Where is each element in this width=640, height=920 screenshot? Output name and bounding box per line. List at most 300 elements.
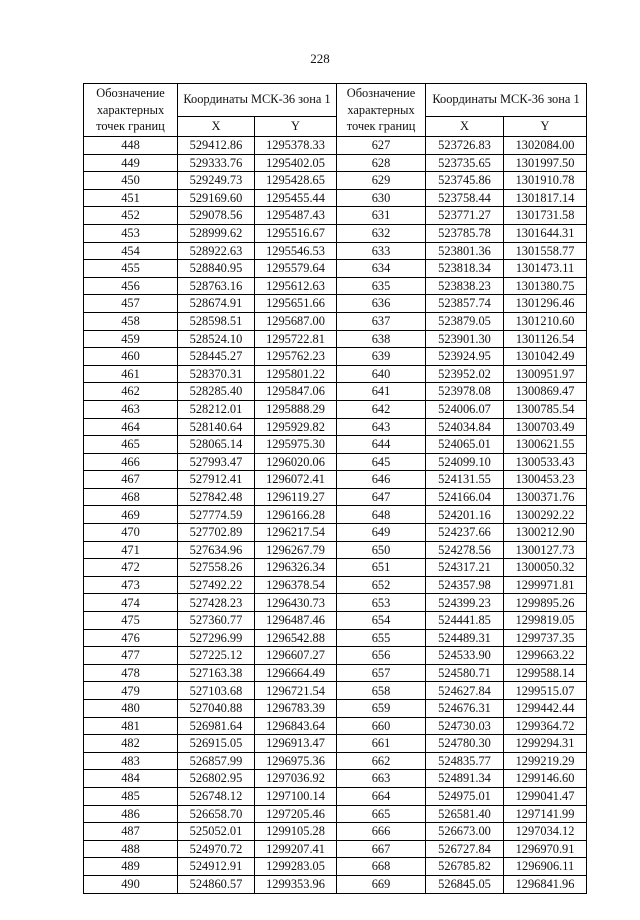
point-id-left: 473 <box>84 576 178 594</box>
y-right: 1299219.29 <box>504 752 587 770</box>
x-left: 527360.77 <box>178 612 255 630</box>
table-row <box>84 172 587 190</box>
x-right: 524131.55 <box>426 471 504 489</box>
x-right: 523879.05 <box>426 312 504 330</box>
point-id-right: 628 <box>337 154 426 172</box>
x-left: 528370.31 <box>178 365 255 383</box>
table-row <box>84 875 587 893</box>
table-row <box>84 365 587 383</box>
y-left: 1295546.53 <box>255 242 337 260</box>
table-row <box>84 559 587 577</box>
x-right: 524489.31 <box>426 629 504 647</box>
y-left: 1296913.47 <box>255 735 337 753</box>
point-id-right: 644 <box>337 436 426 454</box>
point-id-left: 450 <box>84 172 178 190</box>
table-row <box>84 207 587 225</box>
x-left: 528763.16 <box>178 277 255 295</box>
y-left: 1295428.65 <box>255 172 337 190</box>
y-left: 1295888.29 <box>255 400 337 418</box>
point-id-left: 448 <box>84 137 178 155</box>
y-right: 1300951.97 <box>504 365 587 383</box>
point-id-left: 449 <box>84 154 178 172</box>
y-left: 1295612.63 <box>255 277 337 295</box>
y-right: 1296906.11 <box>504 858 587 876</box>
point-id-right: 645 <box>337 453 426 471</box>
y-right: 1301210.60 <box>504 312 587 330</box>
x-right: 523924.95 <box>426 348 504 366</box>
x-left: 524912.91 <box>178 858 255 876</box>
point-id-right: 656 <box>337 647 426 665</box>
x-left: 528524.10 <box>178 330 255 348</box>
x-right: 526581.40 <box>426 805 504 823</box>
table-row <box>84 682 587 700</box>
y-left: 1295378.33 <box>255 137 337 155</box>
point-id-left: 488 <box>84 840 178 858</box>
point-id-right: 658 <box>337 682 426 700</box>
point-id-right: 638 <box>337 330 426 348</box>
y-right: 1301817.14 <box>504 189 587 207</box>
point-id-left: 468 <box>84 488 178 506</box>
table-row <box>84 348 587 366</box>
x-left: 528922.63 <box>178 242 255 260</box>
point-id-left: 469 <box>84 506 178 524</box>
point-id-left: 460 <box>84 348 178 366</box>
x-right: 524201.16 <box>426 506 504 524</box>
x-right: 523801.36 <box>426 242 504 260</box>
point-id-left: 467 <box>84 471 178 489</box>
y-right: 1300703.49 <box>504 418 587 436</box>
x-left: 527993.47 <box>178 453 255 471</box>
header-x-left: X <box>178 117 255 137</box>
y-right: 1302084.00 <box>504 137 587 155</box>
x-left: 527163.38 <box>178 664 255 682</box>
point-id-left: 472 <box>84 559 178 577</box>
table-row <box>84 647 587 665</box>
table-row <box>84 224 587 242</box>
table-row <box>84 383 587 401</box>
y-left: 1296783.39 <box>255 700 337 718</box>
x-right: 524065.01 <box>426 436 504 454</box>
x-left: 526981.64 <box>178 717 255 735</box>
table-row <box>84 805 587 823</box>
table-row <box>84 453 587 471</box>
y-right: 1299663.22 <box>504 647 587 665</box>
point-id-right: 646 <box>337 471 426 489</box>
x-left: 529249.73 <box>178 172 255 190</box>
point-id-right: 664 <box>337 787 426 805</box>
y-right: 1300453.23 <box>504 471 587 489</box>
y-left: 1295801.22 <box>255 365 337 383</box>
y-left: 1296119.27 <box>255 488 337 506</box>
point-id-left: 466 <box>84 453 178 471</box>
table-row <box>84 154 587 172</box>
x-left: 527634.96 <box>178 541 255 559</box>
x-left: 527558.26 <box>178 559 255 577</box>
x-right: 524780.30 <box>426 735 504 753</box>
point-id-left: 479 <box>84 682 178 700</box>
table-row <box>84 752 587 770</box>
point-id-left: 457 <box>84 295 178 313</box>
x-right: 523785.78 <box>426 224 504 242</box>
y-left: 1296430.73 <box>255 594 337 612</box>
x-left: 528140.64 <box>178 418 255 436</box>
point-id-right: 661 <box>337 735 426 753</box>
y-right: 1301997.50 <box>504 154 587 172</box>
point-id-left: 483 <box>84 752 178 770</box>
table-row <box>84 295 587 313</box>
table-row <box>84 277 587 295</box>
point-id-right: 649 <box>337 524 426 542</box>
point-id-right: 666 <box>337 823 426 841</box>
y-left: 1296607.27 <box>255 647 337 665</box>
table-row <box>84 770 587 788</box>
y-right: 1301558.77 <box>504 242 587 260</box>
y-left: 1296267.79 <box>255 541 337 559</box>
point-id-left: 456 <box>84 277 178 295</box>
point-id-right: 653 <box>337 594 426 612</box>
table-row <box>84 488 587 506</box>
point-id-left: 490 <box>84 875 178 893</box>
point-id-right: 668 <box>337 858 426 876</box>
y-left: 1296326.34 <box>255 559 337 577</box>
x-left: 529412.86 <box>178 137 255 155</box>
point-id-left: 485 <box>84 787 178 805</box>
point-id-left: 481 <box>84 717 178 735</box>
x-right: 524006.07 <box>426 400 504 418</box>
table-row <box>84 612 587 630</box>
x-right: 524034.84 <box>426 418 504 436</box>
x-left: 528674.91 <box>178 295 255 313</box>
x-right: 526673.00 <box>426 823 504 841</box>
x-right: 523838.23 <box>426 277 504 295</box>
y-right: 1299515.07 <box>504 682 587 700</box>
header-y-left: Y <box>255 117 337 137</box>
x-left: 527296.99 <box>178 629 255 647</box>
x-left: 526748.12 <box>178 787 255 805</box>
point-id-right: 635 <box>337 277 426 295</box>
x-right: 523978.08 <box>426 383 504 401</box>
x-left: 527103.68 <box>178 682 255 700</box>
y-left: 1295722.81 <box>255 330 337 348</box>
x-right: 524975.01 <box>426 787 504 805</box>
table-row <box>84 594 587 612</box>
point-id-right: 629 <box>337 172 426 190</box>
point-id-right: 627 <box>337 137 426 155</box>
table-row <box>84 735 587 753</box>
point-id-left: 486 <box>84 805 178 823</box>
point-id-right: 669 <box>337 875 426 893</box>
x-right: 524441.85 <box>426 612 504 630</box>
y-right: 1301296.46 <box>504 295 587 313</box>
y-right: 1299364.72 <box>504 717 587 735</box>
header-designation-right: Обозначение характерных точек границ <box>337 84 426 137</box>
header-y-right: Y <box>504 117 587 137</box>
header-coordinates-right: Координаты МСК-36 зона 1 <box>426 84 587 117</box>
x-left: 527040.88 <box>178 700 255 718</box>
y-right: 1299294.31 <box>504 735 587 753</box>
point-id-left: 458 <box>84 312 178 330</box>
point-id-right: 639 <box>337 348 426 366</box>
point-id-left: 451 <box>84 189 178 207</box>
y-right: 1300533.43 <box>504 453 587 471</box>
x-left: 526857.99 <box>178 752 255 770</box>
y-right: 1301731.58 <box>504 207 587 225</box>
table-row <box>84 330 587 348</box>
point-id-right: 650 <box>337 541 426 559</box>
y-left: 1296020.06 <box>255 453 337 471</box>
x-right: 526785.82 <box>426 858 504 876</box>
table-row <box>84 506 587 524</box>
y-right: 1299737.35 <box>504 629 587 647</box>
x-left: 527774.59 <box>178 506 255 524</box>
y-left: 1297036.92 <box>255 770 337 788</box>
y-left: 1297100.14 <box>255 787 337 805</box>
x-left: 526915.05 <box>178 735 255 753</box>
x-right: 524891.34 <box>426 770 504 788</box>
point-id-right: 641 <box>337 383 426 401</box>
point-id-right: 634 <box>337 260 426 278</box>
x-left: 524860.57 <box>178 875 255 893</box>
y-right: 1300869.47 <box>504 383 587 401</box>
x-right: 526727.84 <box>426 840 504 858</box>
x-right: 523771.27 <box>426 207 504 225</box>
table-row <box>84 717 587 735</box>
y-left: 1295762.23 <box>255 348 337 366</box>
point-id-right: 630 <box>337 189 426 207</box>
x-left: 529333.76 <box>178 154 255 172</box>
x-right: 524278.56 <box>426 541 504 559</box>
point-id-right: 663 <box>337 770 426 788</box>
x-right: 523857.74 <box>426 295 504 313</box>
point-id-left: 465 <box>84 436 178 454</box>
y-right: 1299588.14 <box>504 664 587 682</box>
y-left: 1296542.88 <box>255 629 337 647</box>
table-row <box>84 312 587 330</box>
table-row <box>84 541 587 559</box>
y-left: 1296487.46 <box>255 612 337 630</box>
y-right: 1301380.75 <box>504 277 587 295</box>
table-row <box>84 700 587 718</box>
y-left: 1296721.54 <box>255 682 337 700</box>
x-left: 527702.89 <box>178 524 255 542</box>
x-left: 527492.22 <box>178 576 255 594</box>
table-row <box>84 471 587 489</box>
point-id-left: 454 <box>84 242 178 260</box>
y-right: 1297034.12 <box>504 823 587 841</box>
y-right: 1296841.96 <box>504 875 587 893</box>
x-left: 527842.48 <box>178 488 255 506</box>
point-id-right: 659 <box>337 700 426 718</box>
y-right: 1301042.49 <box>504 348 587 366</box>
point-id-right: 648 <box>337 506 426 524</box>
x-left: 529078.56 <box>178 207 255 225</box>
x-right: 524627.84 <box>426 682 504 700</box>
y-left: 1295929.82 <box>255 418 337 436</box>
x-right: 524099.10 <box>426 453 504 471</box>
x-left: 528065.14 <box>178 436 255 454</box>
point-id-left: 471 <box>84 541 178 559</box>
point-id-left: 463 <box>84 400 178 418</box>
table-row <box>84 787 587 805</box>
table-row <box>84 242 587 260</box>
y-right: 1300050.32 <box>504 559 587 577</box>
x-right: 524357.98 <box>426 576 504 594</box>
table-row <box>84 137 587 155</box>
table-row <box>84 260 587 278</box>
point-id-left: 455 <box>84 260 178 278</box>
point-id-left: 470 <box>84 524 178 542</box>
x-left: 528999.62 <box>178 224 255 242</box>
x-right: 524399.23 <box>426 594 504 612</box>
point-id-right: 631 <box>337 207 426 225</box>
x-right: 526845.05 <box>426 875 504 893</box>
y-right: 1300621.55 <box>504 436 587 454</box>
table-row <box>84 576 587 594</box>
header-coordinates-left: Координаты МСК-36 зона 1 <box>178 84 337 117</box>
x-right: 524676.31 <box>426 700 504 718</box>
y-left: 1296217.54 <box>255 524 337 542</box>
y-right: 1299819.05 <box>504 612 587 630</box>
y-right: 1299146.60 <box>504 770 587 788</box>
table-row <box>84 840 587 858</box>
x-left: 528445.27 <box>178 348 255 366</box>
point-id-right: 665 <box>337 805 426 823</box>
x-left: 526658.70 <box>178 805 255 823</box>
y-right: 1299971.81 <box>504 576 587 594</box>
point-id-right: 655 <box>337 629 426 647</box>
y-right: 1300292.22 <box>504 506 587 524</box>
y-left: 1299207.41 <box>255 840 337 858</box>
point-id-left: 482 <box>84 735 178 753</box>
table-row <box>84 436 587 454</box>
y-right: 1297141.99 <box>504 805 587 823</box>
table-row <box>84 189 587 207</box>
table-body <box>84 137 587 894</box>
y-left: 1295687.00 <box>255 312 337 330</box>
x-right: 524317.21 <box>426 559 504 577</box>
y-left: 1296378.54 <box>255 576 337 594</box>
point-id-left: 487 <box>84 823 178 841</box>
x-left: 524970.72 <box>178 840 255 858</box>
point-id-right: 640 <box>337 365 426 383</box>
point-id-left: 476 <box>84 629 178 647</box>
x-left: 527912.41 <box>178 471 255 489</box>
point-id-right: 660 <box>337 717 426 735</box>
point-id-left: 474 <box>84 594 178 612</box>
y-right: 1299895.26 <box>504 594 587 612</box>
point-id-right: 654 <box>337 612 426 630</box>
y-left: 1295975.30 <box>255 436 337 454</box>
table-row <box>84 418 587 436</box>
x-right: 524533.90 <box>426 647 504 665</box>
point-id-left: 477 <box>84 647 178 665</box>
point-id-right: 643 <box>337 418 426 436</box>
y-left: 1295847.06 <box>255 383 337 401</box>
point-id-right: 636 <box>337 295 426 313</box>
point-id-right: 651 <box>337 559 426 577</box>
coordinates-table <box>83 83 587 894</box>
table-row <box>84 823 587 841</box>
y-left: 1295455.44 <box>255 189 337 207</box>
y-left: 1295579.64 <box>255 260 337 278</box>
x-left: 527428.23 <box>178 594 255 612</box>
x-right: 524580.71 <box>426 664 504 682</box>
x-left: 528285.40 <box>178 383 255 401</box>
y-right: 1301473.11 <box>504 260 587 278</box>
point-id-right: 657 <box>337 664 426 682</box>
point-id-right: 662 <box>337 752 426 770</box>
point-id-left: 475 <box>84 612 178 630</box>
point-id-right: 667 <box>337 840 426 858</box>
y-right: 1301910.78 <box>504 172 587 190</box>
point-id-left: 478 <box>84 664 178 682</box>
y-left: 1296975.36 <box>255 752 337 770</box>
point-id-right: 637 <box>337 312 426 330</box>
y-right: 1296970.91 <box>504 840 587 858</box>
y-left: 1295402.05 <box>255 154 337 172</box>
y-left: 1297205.46 <box>255 805 337 823</box>
point-id-left: 459 <box>84 330 178 348</box>
point-id-left: 461 <box>84 365 178 383</box>
x-left: 528840.95 <box>178 260 255 278</box>
y-left: 1295487.43 <box>255 207 337 225</box>
x-right: 524730.03 <box>426 717 504 735</box>
point-id-left: 452 <box>84 207 178 225</box>
y-left: 1299105.28 <box>255 823 337 841</box>
y-left: 1295516.67 <box>255 224 337 242</box>
y-left: 1296843.64 <box>255 717 337 735</box>
y-left: 1299353.96 <box>255 875 337 893</box>
x-right: 523726.83 <box>426 137 504 155</box>
x-left: 527225.12 <box>178 647 255 665</box>
y-left: 1296166.28 <box>255 506 337 524</box>
y-right: 1299041.47 <box>504 787 587 805</box>
x-right: 523901.30 <box>426 330 504 348</box>
y-right: 1300127.73 <box>504 541 587 559</box>
table-row <box>84 664 587 682</box>
point-id-right: 632 <box>337 224 426 242</box>
y-left: 1295651.66 <box>255 295 337 313</box>
y-left: 1296664.49 <box>255 664 337 682</box>
x-right: 524835.77 <box>426 752 504 770</box>
point-id-left: 489 <box>84 858 178 876</box>
point-id-left: 464 <box>84 418 178 436</box>
x-right: 523745.86 <box>426 172 504 190</box>
x-right: 523952.02 <box>426 365 504 383</box>
header-designation-left: Обозначение характерных точек границ <box>84 84 178 137</box>
point-id-left: 462 <box>84 383 178 401</box>
x-right: 523735.65 <box>426 154 504 172</box>
table-row <box>84 524 587 542</box>
x-left: 526802.95 <box>178 770 255 788</box>
point-id-left: 480 <box>84 700 178 718</box>
y-left: 1299283.05 <box>255 858 337 876</box>
y-right: 1301126.54 <box>504 330 587 348</box>
x-left: 528212.01 <box>178 400 255 418</box>
y-left: 1296072.41 <box>255 471 337 489</box>
y-right: 1301644.31 <box>504 224 587 242</box>
y-right: 1299442.44 <box>504 700 587 718</box>
y-right: 1300785.54 <box>504 400 587 418</box>
x-left: 525052.01 <box>178 823 255 841</box>
point-id-right: 633 <box>337 242 426 260</box>
y-right: 1300371.76 <box>504 488 587 506</box>
y-right: 1300212.90 <box>504 524 587 542</box>
x-right: 523818.34 <box>426 260 504 278</box>
x-right: 524166.04 <box>426 488 504 506</box>
x-right: 524237.66 <box>426 524 504 542</box>
point-id-right: 652 <box>337 576 426 594</box>
